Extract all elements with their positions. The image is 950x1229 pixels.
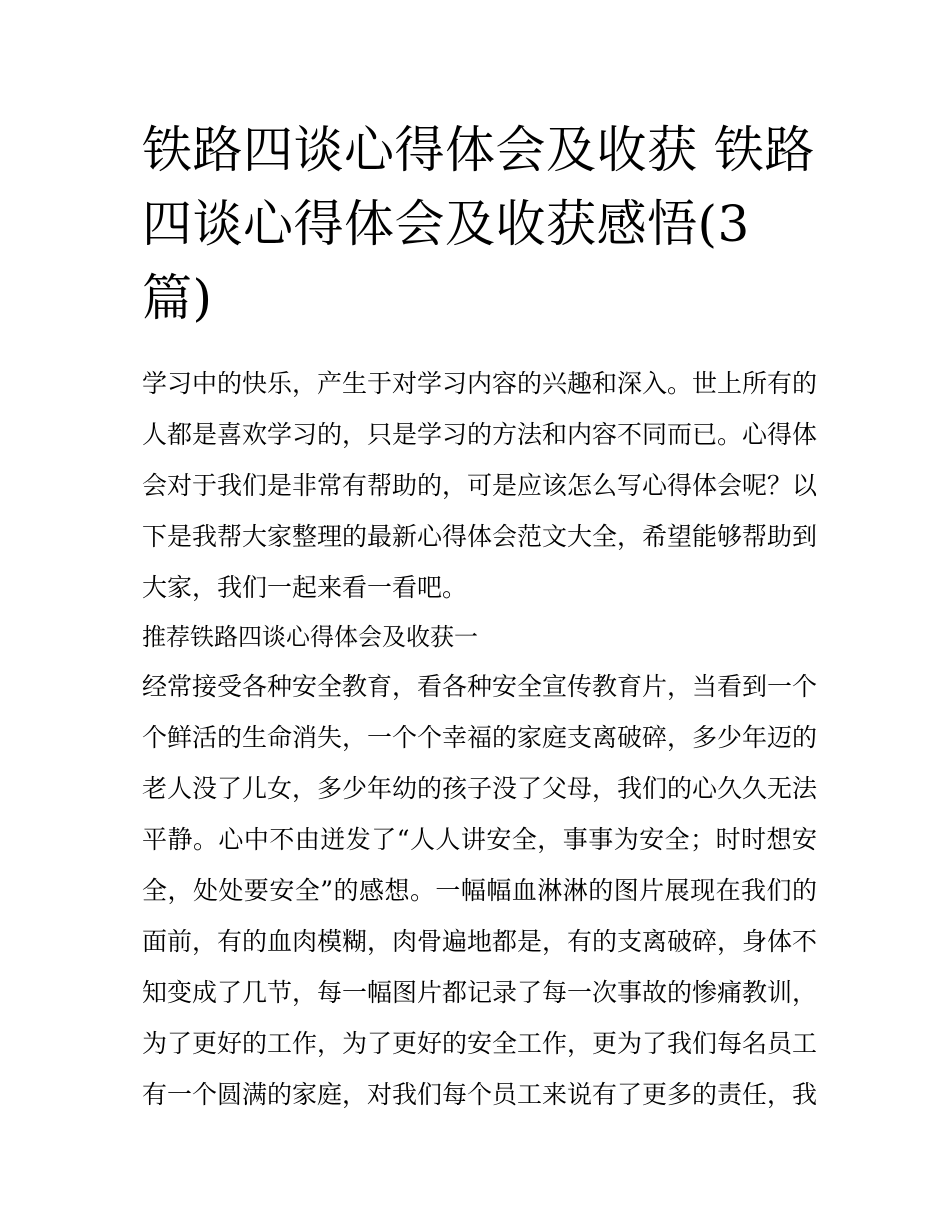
intro-paragraph: 学习中的快乐，产生于对学习内容的兴趣和深入。世上所有的人都是喜欢学习的，只是学习的方法和内容不同而已。心得体会对于我们是非常有帮助的，可是应该怎么写心得体会呢？以下是我帮大家整理的最新心得体会范文大全，希望能够帮助到大家，我们一起来看一看吧。 — [142, 369, 818, 602]
document-title: 铁路四谈心得体会及收获 铁路四谈心得体会及收获感悟(3篇) — [142, 121, 815, 327]
section-paragraph: 经常接受各种安全教育，看各种安全宣传教育片，当看到一个个鲜活的生命消失，一个个幸福的家庭支离破碎，多少年迈的老人没了儿女，多少年幼的孩子没了父母，我们的心久久无法平静。心中不由迸发了“人人讲安全，事事为安全；时时想安全，处处要安全”的感想。一幅幅血淋淋的图片展现在我们的面前，有的血肉模糊，肉骨遍地都是，有的支离破碎，身体不知变成了几节，每一幅图片都记录了每一次事故的惨痛教训，为了更好的工作，为了更好的安全工作，更为了我们每名员工有一个圆满的家庭，对我们每个员工来说有了更多的责任，我 — [142, 672, 818, 1109]
document-body — [142, 358, 817, 1120]
section-heading: 推荐铁路四谈心得体会及收获一 — [142, 623, 478, 651]
